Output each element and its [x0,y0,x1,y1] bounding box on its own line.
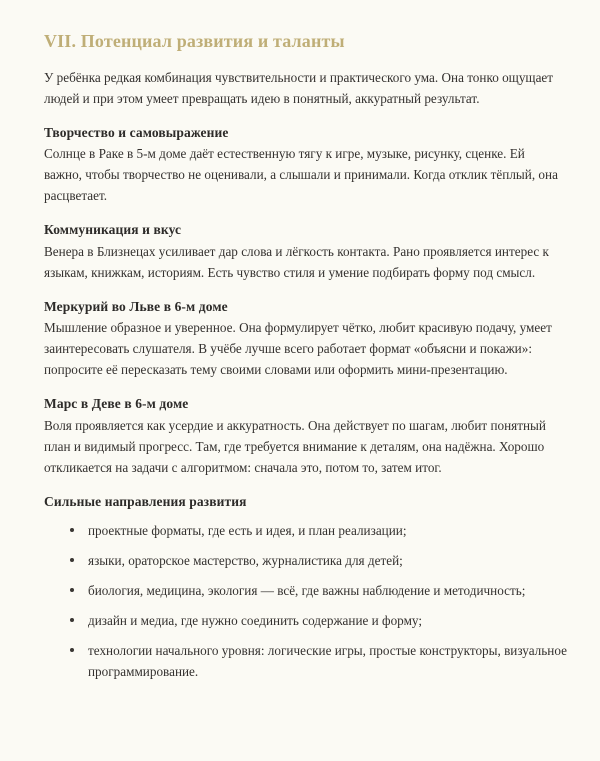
list-item-label: языки, ораторское мастерство, журналистика для детей; [88,553,403,569]
bullet-icon [70,648,74,652]
bullet-icon [70,618,74,622]
section-body-mars: Воля проявляется как усердие и аккуратность. Она действует по шагам, любит понятный план и видимый прогресс. Там, где требуется внимание к деталям, она надёжна. Хорошо откликается на задачи с алгоритмом: сначала это, потом то, затем итог. [44,417,546,475]
list-item [44,550,568,571]
section-body-mercury: Мышление образное и уверенное. Она формулирует чётко, любит красивую подачу, умеет заинтересовать слушателя. В учёбе лучше всего работает формат «объясни и покажи»: попросите её пересказать тему своими словами или оформить мини-презентацию. [44,320,552,378]
list-item [44,580,568,601]
section-body-communication: Венера в Близнецах усиливает дар слова и лёгкость контакта. Рано проявляется интерес к языкам, книжкам, историям. Есть чувство стиля и умение подбирать форму под смысл. [44,243,549,280]
list-item-label: дизайн и медиа, где нужно соединить содержание и форму; [88,613,422,629]
section-heading-communication: Коммуникация и вкус [44,222,182,238]
list-item-label: технологии начального уровня: логические игры, простые конструкторы, визуальное программирование. [88,643,567,680]
bullet-icon [70,528,74,532]
intro-paragraph: У ребёнка редкая комбинация чувствительности и практического ума. Она тонко ощущает людей и при этом умеет превращать идею в понятный, аккуратный результат. [44,69,554,106]
list-item [44,640,568,682]
list-item [44,610,568,631]
list-item-label: биология, медицина, экология — всё, где важны наблюдение и методичность; [88,583,526,599]
bullet-icon [70,588,74,592]
bullet-icon [70,558,74,562]
page-title: VII. Потенциал развития и таланты [44,31,345,51]
list-item-label: проектные форматы, где есть и идея, и план реализации; [88,523,407,539]
strengths-list [44,520,568,682]
section-body-creativity: Солнце в Раке в 5-м доме даёт естественную тягу к игре, музыке, рисунку, сценке. Ей важно, чтобы творчество не оценивали, а слышали и принимали. Когда отклик тёплый, она расцветает. [44,146,558,204]
section-heading-mercury: Меркурий во Льве в 6-м доме [44,298,228,314]
section-heading-strengths: Сильные направления развития [44,493,247,509]
list-item [44,520,568,541]
section-heading-creativity: Творчество и самовыражение [44,124,229,140]
section-heading-mars: Марс в Деве в 6-м доме [44,396,189,412]
